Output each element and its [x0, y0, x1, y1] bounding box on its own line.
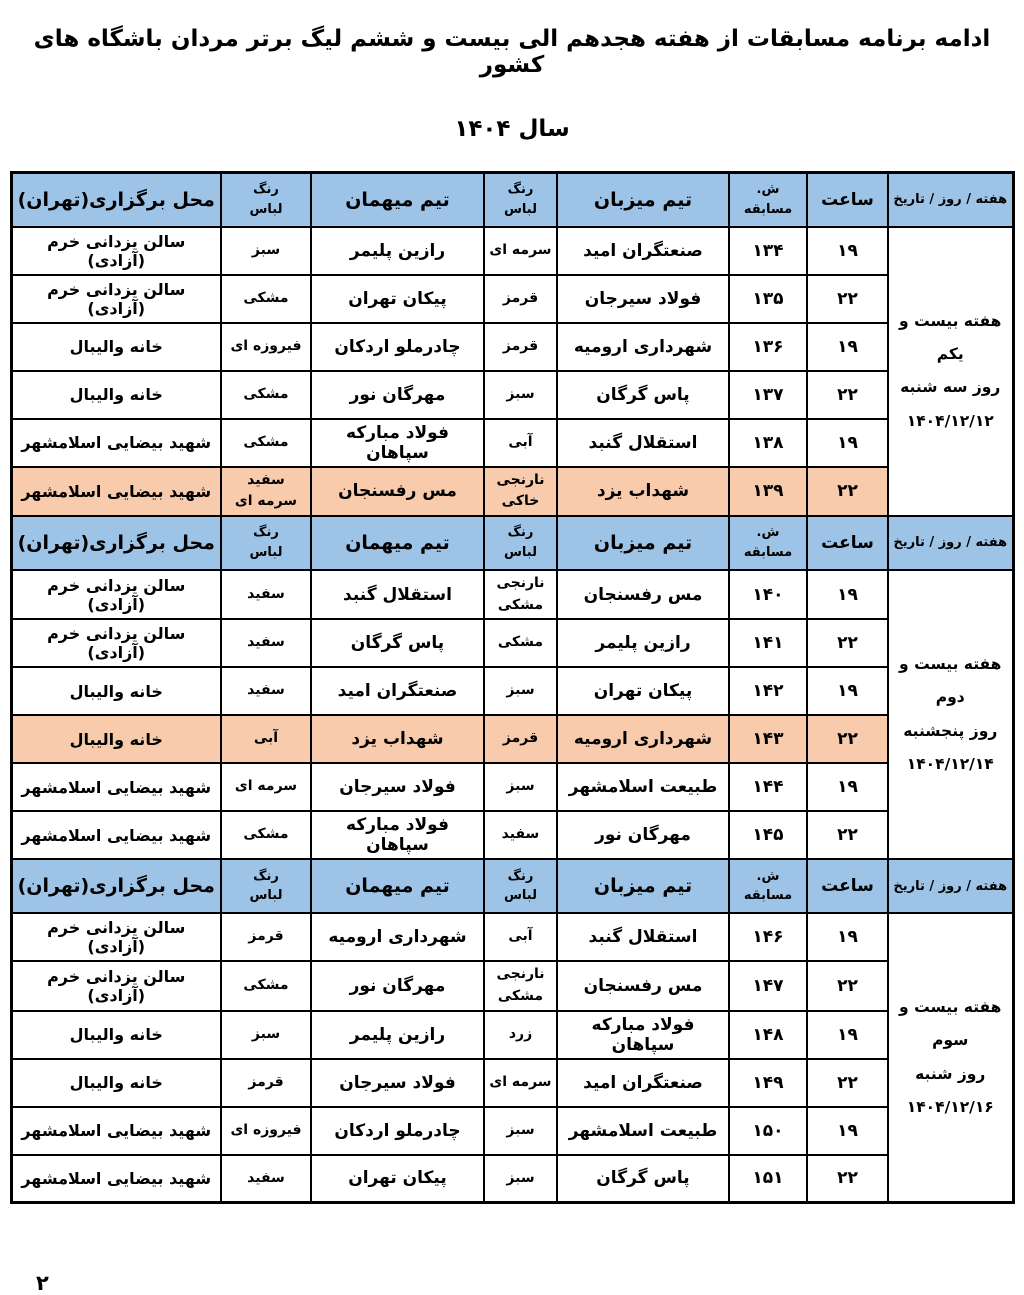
col-header-guest-kit-color	[221, 173, 311, 227]
cell-host-kit-color: زرد	[484, 1011, 557, 1059]
cell-week-date	[888, 227, 1013, 516]
cell-host-kit-color: سبز	[484, 1107, 557, 1155]
cell-host-kit-color: مشکی	[484, 619, 557, 667]
cell-match-number: ۱۴۱	[729, 619, 807, 667]
cell-guest-team: مهرگان نور	[311, 961, 484, 1010]
cell-match-number: ۱۳۸	[729, 419, 807, 467]
cell-match-number: ۱۳۷	[729, 371, 807, 419]
day-label: روز شنبه	[915, 1064, 986, 1083]
cell-venue: شهید بیضایی اسلامشهر	[11, 763, 221, 811]
cell-guest-team: مس رفسنجان	[311, 467, 484, 516]
cell-host-kit-color: سبز	[484, 763, 557, 811]
cell-guest-team: فولاد سیرجان	[311, 1059, 484, 1107]
cell-venue: سالن یزدانی خرم (آزادی)	[11, 913, 221, 961]
cell-host-kit-color: آبی	[484, 419, 557, 467]
col-header-time: ساعت	[807, 859, 888, 913]
day-label: روز سه شنبه	[900, 378, 1001, 397]
col-header-host-kit-color-line-1: رنگ	[507, 868, 534, 884]
col-header-host-kit-color-line-2: لباس	[503, 544, 537, 560]
col-header-guest-kit-color	[221, 859, 311, 913]
col-header-host-kit-color-line-2: لباس	[503, 201, 537, 217]
col-header-week: هفته / روز / تاریخ	[888, 173, 1013, 227]
week-label: هفته بیست و سوم	[899, 998, 1002, 1050]
cell-host-team: استقلال گنبد	[557, 913, 729, 961]
cell-match-number: ۱۴۹	[729, 1059, 807, 1107]
match-row	[11, 667, 1013, 715]
cell-time: ۲۲	[807, 961, 888, 1010]
cell-venue: خانه والیبال	[11, 1011, 221, 1059]
cell-guest-kit-color: سبز	[221, 227, 311, 275]
cell-guest-team: شهداب یزد	[311, 715, 484, 763]
date-label: ۱۴۰۴/۱۲/۱۶	[906, 1098, 994, 1116]
cell-venue: خانه والیبال	[11, 323, 221, 371]
cell-guest-kit-color: سرمه ای	[221, 763, 311, 811]
cell-time: ۱۹	[807, 323, 888, 371]
col-header-match-number	[729, 859, 807, 913]
match-row	[11, 913, 1013, 961]
cell-host-team: مس رفسنجان	[557, 570, 729, 619]
cell-host-team: شهرداری ارومیه	[557, 715, 729, 763]
cell-guest-kit-color: مشکی	[221, 371, 311, 419]
cell-host-team: صنعتگران امید	[557, 1059, 729, 1107]
col-header-guest-team: تیم میهمان	[311, 859, 484, 913]
col-header-match-number	[729, 516, 807, 570]
cell-host-kit-color: سبز	[484, 371, 557, 419]
match-row	[11, 715, 1013, 763]
cell-time: ۲۲	[807, 619, 888, 667]
cell-host-kit-color: سرمه ای	[484, 1059, 557, 1107]
cell-time: ۱۹	[807, 1011, 888, 1059]
date-label: ۱۴۰۴/۱۲/۱۴	[906, 754, 994, 773]
col-header-guest-kit-color-line-2: لباس	[249, 544, 283, 560]
cell-host-team: طبیعت اسلامشهر	[557, 763, 729, 811]
col-header-guest-kit-color-line-2: لباس	[249, 201, 283, 217]
col-header-host-kit-color-line-1: رنگ	[507, 525, 534, 541]
cell-guest-team: فولاد سیرجان	[311, 763, 484, 811]
cell-host-kit-color: سبز	[484, 1155, 557, 1203]
cell-guest-kit-color: سفید سرمه ای	[221, 467, 311, 516]
cell-venue: شهید بیضایی اسلامشهر	[11, 419, 221, 467]
col-header-match-number-line-2: مسابقه	[743, 544, 793, 560]
col-header-host-kit-color-line-2: لباس	[503, 888, 537, 904]
title-block	[0, 0, 1024, 142]
col-header-guest-team: تیم میهمان	[311, 173, 484, 227]
cell-venue: سالن یزدانی خرم (آزادی)	[11, 619, 221, 667]
col-header-guest-team: تیم میهمان	[311, 516, 484, 570]
col-header-guest-kit-color	[221, 516, 311, 570]
cell-host-kit-color: قرمز	[484, 275, 557, 323]
col-header-venue: محل برگزاری(تهران)	[11, 173, 221, 227]
cell-time: ۲۲	[807, 1155, 888, 1203]
col-header-guest-kit-color-line-1: رنگ	[253, 525, 279, 541]
match-row	[11, 763, 1013, 811]
cell-guest-team: پیکان تهران	[311, 275, 484, 323]
cell-guest-kit-color: قرمز	[221, 913, 311, 961]
cell-match-number: ۱۳۴	[729, 227, 807, 275]
cell-venue: شهید بیضایی اسلامشهر	[11, 811, 221, 859]
cell-guest-team: چادرملو اردکان	[311, 323, 484, 371]
cell-match-number: ۱۴۳	[729, 715, 807, 763]
cell-guest-team: پاس گرگان	[311, 619, 484, 667]
cell-venue: سالن یزدانی خرم (آزادی)	[11, 227, 221, 275]
cell-guest-kit-color: سفید	[221, 1155, 311, 1203]
cell-host-team: پاس گرگان	[557, 1155, 729, 1203]
cell-match-number: ۱۴۴	[729, 763, 807, 811]
cell-guest-kit-color: مشکی	[221, 961, 311, 1010]
cell-host-team: صنعتگران امید	[557, 227, 729, 275]
cell-guest-kit-color: سفید	[221, 667, 311, 715]
match-row	[11, 1155, 1013, 1203]
cell-time: ۲۲	[807, 371, 888, 419]
cell-week-date	[888, 570, 1013, 859]
cell-guest-kit-color: فیروزه ای	[221, 1107, 311, 1155]
cell-match-number: ۱۳۹	[729, 467, 807, 516]
match-row	[11, 1107, 1013, 1155]
col-header-match-number-line-1: ش.	[756, 525, 780, 541]
section-header-row	[11, 173, 1013, 227]
cell-match-number: ۱۴۰	[729, 570, 807, 619]
cell-host-kit-color: قرمز	[484, 323, 557, 371]
col-header-host-kit-color	[484, 859, 557, 913]
cell-guest-team: رازین پلیمر	[311, 1011, 484, 1059]
cell-venue: سالن یزدانی خرم (آزادی)	[11, 570, 221, 619]
cell-venue: شهید بیضایی اسلامشهر	[11, 1107, 221, 1155]
cell-time: ۱۹	[807, 419, 888, 467]
cell-match-number: ۱۴۵	[729, 811, 807, 859]
cell-match-number: ۱۵۱	[729, 1155, 807, 1203]
match-row	[11, 323, 1013, 371]
match-row	[11, 619, 1013, 667]
col-header-match-number-line-2: مسابقه	[743, 888, 793, 904]
match-row	[11, 961, 1013, 1010]
cell-guest-team: فولاد مبارکه سپاهان	[311, 811, 484, 859]
cell-host-kit-color: قرمز	[484, 715, 557, 763]
cell-guest-team: استقلال گنبد	[311, 570, 484, 619]
week-label: هفته بیست و دوم	[899, 654, 1002, 707]
cell-time: ۲۲	[807, 715, 888, 763]
cell-guest-kit-color: فیروزه ای	[221, 323, 311, 371]
cell-venue: سالن یزدانی خرم (آزادی)	[11, 961, 221, 1010]
col-header-week: هفته / روز / تاریخ	[888, 859, 1013, 913]
cell-venue: خانه والیبال	[11, 715, 221, 763]
cell-guest-kit-color: مشکی	[221, 419, 311, 467]
cell-match-number: ۱۳۵	[729, 275, 807, 323]
cell-host-team: استقلال گنبد	[557, 419, 729, 467]
cell-host-kit-color: سرمه ای	[484, 227, 557, 275]
cell-time: ۲۲	[807, 811, 888, 859]
cell-guest-kit-color: سفید	[221, 570, 311, 619]
cell-guest-team: رازین پلیمر	[311, 227, 484, 275]
cell-guest-kit-color: مشکی	[221, 811, 311, 859]
cell-venue: شهید بیضایی اسلامشهر	[11, 1155, 221, 1203]
cell-host-team: شهداب یزد	[557, 467, 729, 516]
cell-guest-team: چادرملو اردکان	[311, 1107, 484, 1155]
cell-guest-team: صنعتگران امید	[311, 667, 484, 715]
section-header-row	[11, 516, 1013, 570]
cell-venue: سالن یزدانی خرم (آزادی)	[11, 275, 221, 323]
col-header-guest-kit-color-line-1: رنگ	[253, 182, 279, 198]
cell-time: ۲۲	[807, 1059, 888, 1107]
col-header-venue: محل برگزاری(تهران)	[11, 516, 221, 570]
cell-venue: خانه والیبال	[11, 1059, 221, 1107]
col-header-host-team: تیم میزبان	[557, 516, 729, 570]
col-header-host-kit-color	[484, 516, 557, 570]
cell-time: ۲۲	[807, 275, 888, 323]
match-row	[11, 1059, 1013, 1107]
cell-host-team: مهرگان نور	[557, 811, 729, 859]
cell-host-kit-color: سفید	[484, 811, 557, 859]
cell-match-number: ۱۴۶	[729, 913, 807, 961]
cell-guest-kit-color: مشکی	[221, 275, 311, 323]
col-header-venue: محل برگزاری(تهران)	[11, 859, 221, 913]
cell-time: ۱۹	[807, 227, 888, 275]
cell-match-number: ۱۴۷	[729, 961, 807, 1010]
cell-host-team: پاس گرگان	[557, 371, 729, 419]
col-header-guest-kit-color-line-1: رنگ	[253, 868, 279, 884]
cell-week-date	[888, 913, 1013, 1202]
cell-time: ۱۹	[807, 763, 888, 811]
match-row	[11, 570, 1013, 619]
match-row	[11, 371, 1013, 419]
day-label: روز پنجشنبه	[903, 721, 998, 740]
cell-match-number: ۱۴۲	[729, 667, 807, 715]
col-header-match-number-line-2: مسابقه	[743, 201, 793, 217]
date-label: ۱۴۰۴/۱۲/۱۲	[906, 411, 994, 430]
cell-guest-team: شهرداری ارومیه	[311, 913, 484, 961]
cell-host-team: فولاد مبارکه سپاهان	[557, 1011, 729, 1059]
cell-host-kit-color: نارنجی مشکی	[484, 570, 557, 619]
week-label: هفته بیست و یکم	[899, 311, 1002, 363]
cell-match-number: ۱۴۸	[729, 1011, 807, 1059]
match-row	[11, 275, 1013, 323]
section-header-row	[11, 859, 1013, 913]
cell-host-team: طبیعت اسلامشهر	[557, 1107, 729, 1155]
col-header-host-team: تیم میزبان	[557, 859, 729, 913]
cell-guest-kit-color: سفید	[221, 619, 311, 667]
cell-host-team: شهرداری ارومیه	[557, 323, 729, 371]
cell-host-team: پیکان تهران	[557, 667, 729, 715]
page-number: ۲	[36, 1271, 49, 1295]
cell-host-kit-color: آبی	[484, 913, 557, 961]
cell-guest-kit-color: قرمز	[221, 1059, 311, 1107]
match-row	[11, 1011, 1013, 1059]
cell-time: ۲۲	[807, 467, 888, 516]
cell-venue: خانه والیبال	[11, 371, 221, 419]
col-header-host-kit-color-line-1: رنگ	[507, 182, 534, 198]
match-row	[11, 467, 1013, 516]
cell-guest-team: فولاد مبارکه سپاهان	[311, 419, 484, 467]
cell-host-kit-color: نارنجی مشکی	[484, 961, 557, 1010]
match-row	[11, 419, 1013, 467]
cell-time: ۱۹	[807, 667, 888, 715]
cell-match-number: ۱۳۶	[729, 323, 807, 371]
cell-guest-kit-color: آبی	[221, 715, 311, 763]
cell-guest-team: مهرگان نور	[311, 371, 484, 419]
col-header-guest-kit-color-line-2: لباس	[249, 888, 283, 904]
cell-time: ۱۹	[807, 913, 888, 961]
cell-guest-kit-color: سبز	[221, 1011, 311, 1059]
cell-match-number: ۱۵۰	[729, 1107, 807, 1155]
match-row	[11, 227, 1013, 275]
col-header-time: ساعت	[807, 173, 888, 227]
cell-host-team: مس رفسنجان	[557, 961, 729, 1010]
cell-time: ۱۹	[807, 1107, 888, 1155]
col-header-host-team: تیم میزبان	[557, 173, 729, 227]
col-header-week: هفته / روز / تاریخ	[888, 516, 1013, 570]
col-header-host-kit-color	[484, 173, 557, 227]
match-row	[11, 811, 1013, 859]
cell-guest-team: پیکان تهران	[311, 1155, 484, 1203]
cell-venue: خانه والیبال	[11, 667, 221, 715]
col-header-match-number-line-1: ش.	[756, 868, 780, 884]
page-title-year: سال ۱۴۰۴	[454, 116, 570, 142]
col-header-match-number	[729, 173, 807, 227]
cell-host-team: رازین پلیمر	[557, 619, 729, 667]
cell-venue: شهید بیضایی اسلامشهر	[11, 467, 221, 516]
page-title: ادامه برنامه مسابقات از هفته هجدهم الی بیست و ششم لیگ برتر مردان باشگاه های کشور	[33, 26, 991, 78]
schedule-table	[10, 171, 1015, 1204]
cell-time: ۱۹	[807, 570, 888, 619]
col-header-time: ساعت	[807, 516, 888, 570]
cell-host-kit-color: سبز	[484, 667, 557, 715]
col-header-match-number-line-1: ش.	[756, 182, 780, 198]
cell-host-kit-color: نارنجی خاکی	[484, 467, 557, 516]
cell-host-team: فولاد سیرجان	[557, 275, 729, 323]
